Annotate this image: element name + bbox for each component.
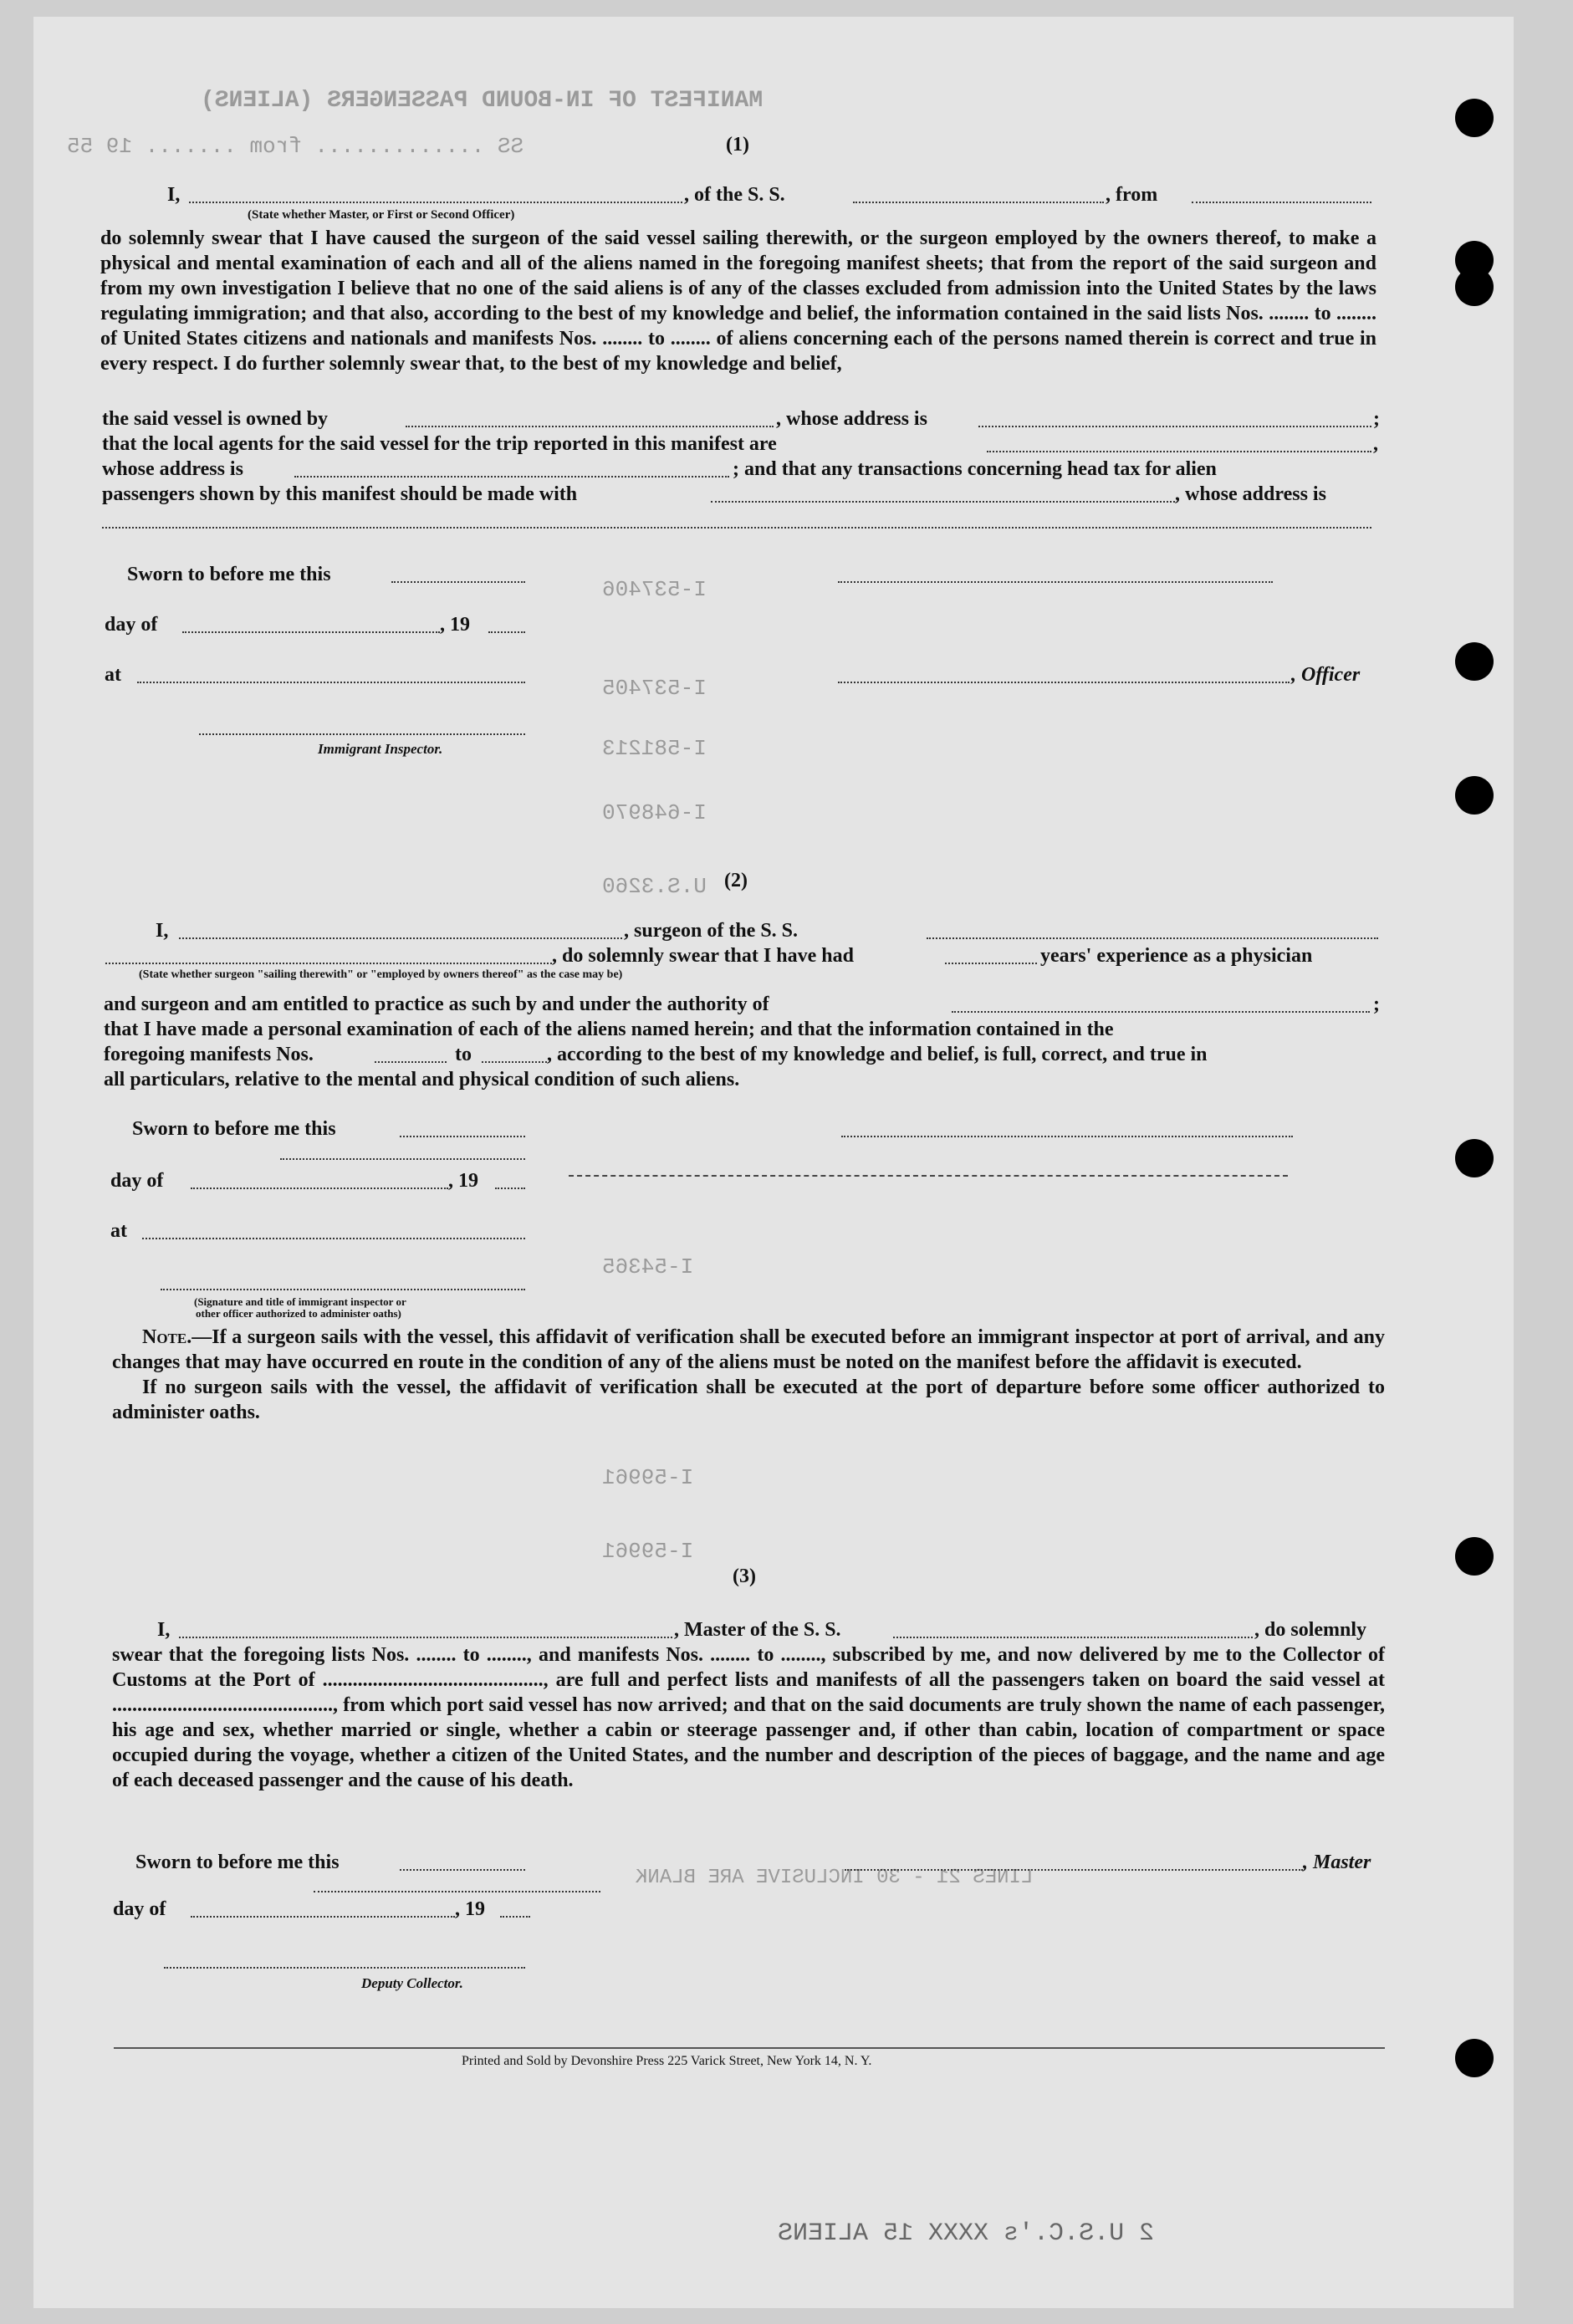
bleed-number: I-648970 (602, 800, 707, 825)
s1-i: I, (167, 184, 181, 206)
bleed-number: I-59961 (602, 1539, 694, 1564)
s3-i: I, (157, 1619, 171, 1641)
s1-paragraph-text: do solemnly swear that I have caused the surgeon of the said vessel sailing therewith, or the surgeon employed by the owners thereof, to make a physical and mental examination of each and all of the aliens named in the foregoing manifest sheets; that from the report of the said surgeon and from my own investigation I believe that no one of the said aliens is of any of the classes excluded from admission into the United States by the laws regulating immigration; and that also, according to the best of my knowledge and belief, the information contained in the said lists Nos. ........ to ........ of United States citizens and nationals and manifests Nos. ........ to ........ of aliens concerning each of the persons named therein is correct and true in every respect. I do further solemnly swear that, to the best of my knowledge and belief, (100, 227, 1376, 375)
punch-hole (1455, 642, 1494, 681)
s2-line1: and surgeon and am entitled to practice as such by and under the authority of (104, 993, 769, 1015)
s1-inspector-label: Immigrant Inspector. (318, 741, 443, 757)
bleed-note: LINES 21 - 30 INCLUSIVE ARE BLANK (636, 1867, 1034, 1889)
s2-swear: , do solemnly swear that I have had (552, 945, 854, 967)
s2-sworn-field-2[interactable] (280, 1158, 525, 1160)
s1-transactions-field[interactable] (711, 501, 1175, 503)
s1-caption: (State whether Master, or First or Second Officer) (248, 208, 515, 222)
section-2-number: (2) (724, 870, 748, 891)
s1-vessel-field[interactable] (853, 202, 1104, 203)
s2-sworn: Sworn to before me this (132, 1118, 336, 1140)
s1-inspector-signature[interactable] (199, 733, 525, 735)
s2-i: I, (156, 920, 169, 942)
s3-master-signature-field[interactable] (845, 1869, 1303, 1871)
s2-caption: (State whether surgeon "sailing therewith" or "employed by owners thereof" as the case may be) (139, 968, 623, 981)
s2-inspector-signature[interactable] (161, 1289, 525, 1290)
s1-sworn-field[interactable] (391, 581, 525, 583)
s1-semicolon: ; (1373, 408, 1380, 430)
s1-day-of: day of (105, 614, 158, 636)
footer-stamp: 2 U.S.C.'s XXXX 15 ALIENS (778, 2219, 1155, 2248)
s1-whose-address-2: whose address is (102, 458, 243, 480)
s3-paragraph-text: swear that the foregoing lists Nos. ........ to ........, and manifests Nos. ........ to ........, subscribed by me, and now delivered by me to the Collector of Customs at the Port of ............................................, are full and perfect lists and manifests of all the passengers taken on board the said vessel at ............................................, from which port said vessel has now arrived; and that on the said documents are truly shown the name of each passenger, his age and sex, whether married or single, whether a cabin or steerage passenger and, if other than cabin, location of compartment or space occupied during the voyage, whether a citizen of the United States, and the number and description of the pieces of baggage, and the name and age of each deceased passenger and the cause of his death. (112, 1644, 1385, 1791)
s2-line4: all particulars, relative to the mental and physical condition of such aliens. (104, 1069, 740, 1090)
s1-year-field[interactable] (488, 631, 525, 633)
s2-signature-rule (569, 1175, 1288, 1177)
s1-paragraph (100, 226, 1376, 376)
s2-year-field[interactable] (495, 1188, 525, 1189)
s3-paragraph (112, 1642, 1385, 1793)
note-label: Note. (142, 1326, 192, 1348)
bleed-header-2: SS ............. from ....... 19 55 (67, 134, 524, 159)
s3-sworn-field[interactable] (400, 1869, 525, 1871)
s1-officer-signature-top[interactable] (838, 581, 1273, 583)
s1-officer-field[interactable] (838, 682, 1290, 683)
s2-manifest-to-field[interactable] (482, 1061, 547, 1063)
note-p1 (112, 1325, 1385, 1375)
s2-day-field[interactable] (191, 1188, 448, 1189)
note-p2: If no surgeon sails with the vessel, the affidavit of verification shall be executed at the port of departure before some officer authorized to administer oaths. (112, 1377, 1385, 1423)
s1-officer-label: , Officer (1291, 664, 1361, 686)
printer-line: Printed and Sold by Devonshire Press 225 Varick Street, New York 14, N. Y. (462, 2054, 872, 2068)
punch-hole (1455, 2039, 1494, 2077)
s1-agents: that the local agents for the said vessel for the trip reported in this manifest are (102, 433, 777, 455)
s2-surgeon-of: , surgeon of the S. S. (624, 920, 799, 942)
punch-hole (1455, 1537, 1494, 1576)
s2-sig-caption-2: other officer authorized to administer oaths) (196, 1307, 401, 1320)
note-text-1: —If a surgeon sails with the vessel, this affidavit of verification shall be executed before an immigrant inspector at port of arrival, and any changes that may have occurred en route in the condition of any of the aliens must be noted on the manifest before the affidavit is executed. (112, 1326, 1385, 1373)
s2-at: at (110, 1220, 127, 1242)
s3-sworn: Sworn to before me this (135, 1852, 340, 1873)
bleed-number: I-581213 (602, 736, 707, 761)
s1-day-field[interactable] (182, 631, 440, 633)
s2-line2: that I have made a personal examination of each of the aliens named herein; and that the information contained in the (104, 1019, 1114, 1040)
s3-vessel-field[interactable] (893, 1637, 1253, 1638)
s2-years-field[interactable] (945, 963, 1037, 964)
s1-from: , from (1106, 184, 1158, 206)
s1-passengers: passengers shown by this manifest should be made with (102, 483, 578, 505)
s2-line3a: foregoing manifests Nos. (104, 1044, 314, 1065)
s3-master-name-field[interactable] (179, 1637, 672, 1638)
s2-vessel-field[interactable] (927, 937, 1378, 939)
section-3-number: (3) (733, 1566, 756, 1587)
s1-whose-address-3: , whose address is (1175, 483, 1326, 505)
s3-nineteen: , 19 (455, 1898, 485, 1920)
s3-year-field[interactable] (500, 1916, 530, 1918)
s2-semicolon: ; (1373, 993, 1380, 1015)
s1-from-field[interactable] (1192, 202, 1371, 203)
s2-line3c: , according to the best of my knowledge and belief, is full, correct, and true in (547, 1044, 1208, 1065)
s1-sworn: Sworn to before me this (127, 564, 331, 585)
s2-surgeon-name-field[interactable] (179, 937, 622, 939)
s1-agents-address-field[interactable] (294, 476, 729, 478)
s2-surgeon-signature-top[interactable] (841, 1136, 1293, 1137)
s1-head-tax: ; and that any transactions concerning head tax for alien (733, 458, 1217, 480)
bleed-number: I-59961 (602, 1465, 694, 1490)
s2-sig-caption-1: (Signature and title of immigrant inspector or (194, 1295, 406, 1308)
s1-at-field[interactable] (137, 682, 525, 683)
punch-hole (1455, 1139, 1494, 1177)
s1-owned-by: the said vessel is owned by (102, 408, 329, 430)
s2-nineteen: , 19 (448, 1170, 478, 1192)
s1-of-ss: , of the S. S. (684, 184, 785, 206)
s2-at-field[interactable] (142, 1238, 525, 1239)
s1-whose-address: , whose address is (776, 408, 927, 430)
bleed-number: I-537405 (602, 676, 707, 701)
s3-master-of: , Master of the S. S. (674, 1619, 841, 1641)
s1-at: at (105, 664, 121, 686)
punch-hole (1455, 776, 1494, 815)
s3-day-of: day of (113, 1898, 166, 1920)
s1-owner-address-field[interactable] (978, 426, 1371, 427)
s3-deputy-label: Deputy Collector. (361, 1975, 463, 1991)
s3-sworn-field-2[interactable] (314, 1891, 600, 1892)
footer-rule (114, 2047, 1385, 2049)
note-block (112, 1325, 1385, 1425)
s1-comma: , (1373, 433, 1378, 455)
s2-surgeon-type-field[interactable] (105, 963, 552, 964)
bleed-number: U.S.3260 (602, 874, 707, 899)
punch-hole (1455, 268, 1494, 306)
s1-agents-field[interactable] (987, 451, 1371, 452)
s3-deputy-signature[interactable] (164, 1967, 525, 1969)
bleed-number: I-537406 (602, 577, 707, 602)
s2-day-of: day of (110, 1170, 164, 1192)
s1-nineteen: , 19 (440, 614, 470, 636)
punch-hole (1455, 99, 1494, 137)
section-1-number: (1) (726, 134, 749, 156)
s2-years: years' experience as a physician (1040, 945, 1313, 967)
s3-master-label: , Master (1303, 1852, 1371, 1873)
s2-line3b: to (455, 1044, 472, 1065)
s2-sworn-field[interactable] (400, 1136, 525, 1137)
s2-manifest-from-field[interactable] (375, 1061, 447, 1063)
bleed-number: I-54365 (602, 1254, 694, 1279)
bleed-header: MANIFEST OF IN-BOUND PASSENGERS (ALIENS) (201, 88, 764, 114)
s1-owner-field[interactable] (406, 426, 774, 427)
s2-authority-field[interactable] (952, 1011, 1370, 1013)
s3-day-field[interactable] (191, 1916, 455, 1918)
s3-solemnly: , do solemnly (1254, 1619, 1367, 1641)
s1-transactions-address-field[interactable] (102, 527, 1371, 529)
s1-officer-name-field[interactable] (189, 202, 682, 203)
